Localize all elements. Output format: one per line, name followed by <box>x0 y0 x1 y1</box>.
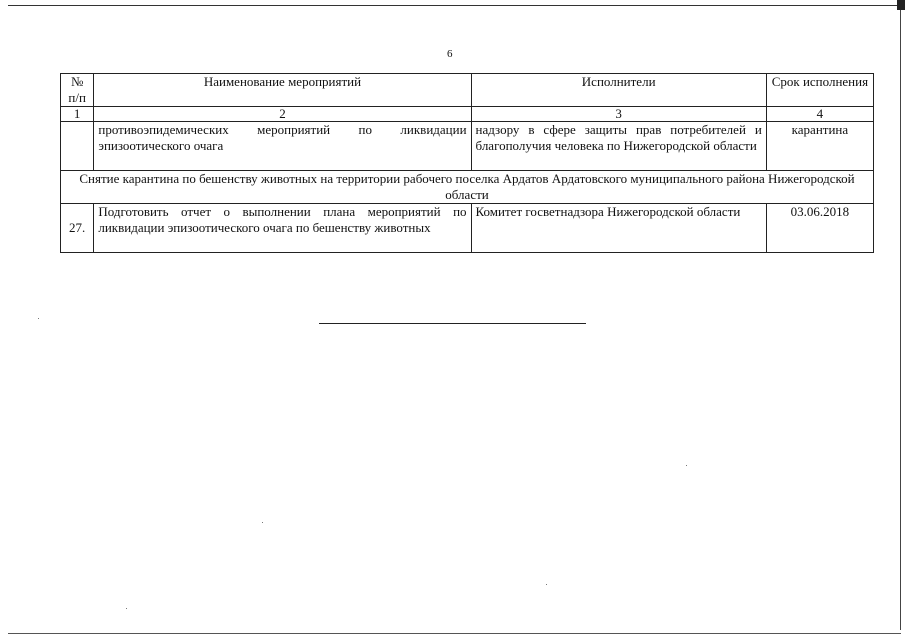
page-number: 6 <box>447 48 453 60</box>
continuation-row <box>61 122 874 171</box>
row-num: 27. <box>61 204 94 253</box>
table-header-row <box>61 74 874 107</box>
header-executors: Исполнители <box>471 74 766 107</box>
scan-speck <box>686 465 687 466</box>
header-num: № п/п <box>61 74 94 107</box>
continuation-term: карантина <box>766 122 873 171</box>
scan-edge-top <box>8 5 901 6</box>
closing-line <box>319 323 586 324</box>
column-number: 2 <box>94 107 471 122</box>
section-title: Снятие карантина по бешенству животных на территории рабочего поселка Ардатов Ардатовского муниципального района Нижегородской области <box>61 171 874 204</box>
row-executors: Комитет госветнадзора Нижегородской области <box>471 204 766 253</box>
row-term: 03.06.2018 <box>766 204 873 253</box>
row-name: Подготовить отчет о выполнении плана мероприятий по ликвидации эпизоотического очага по бешенству животных <box>94 204 471 253</box>
measures-table <box>60 73 874 253</box>
header-term: Срок исполнения <box>766 74 873 107</box>
scan-speck <box>38 318 39 319</box>
scan-corner-mark <box>897 0 905 10</box>
column-number: 4 <box>766 107 873 122</box>
column-number-row <box>61 107 874 122</box>
scan-speck <box>126 608 127 609</box>
scan-edge-bottom <box>8 633 901 634</box>
scan-speck <box>262 522 263 523</box>
header-name: Наименование мероприятий <box>94 74 471 107</box>
continuation-num <box>61 122 94 171</box>
column-number: 1 <box>61 107 94 122</box>
section-row <box>61 171 874 204</box>
scan-speck <box>546 584 547 585</box>
continuation-executors: надзору в сфере защиты прав потребителей и благополучия человека по Нижегородской области <box>471 122 766 171</box>
continuation-name: противоэпидемических мероприятий по ликвидации эпизоотического очага <box>94 122 471 171</box>
scan-edge-right <box>900 5 901 630</box>
table-row <box>61 204 874 253</box>
column-number: 3 <box>471 107 766 122</box>
